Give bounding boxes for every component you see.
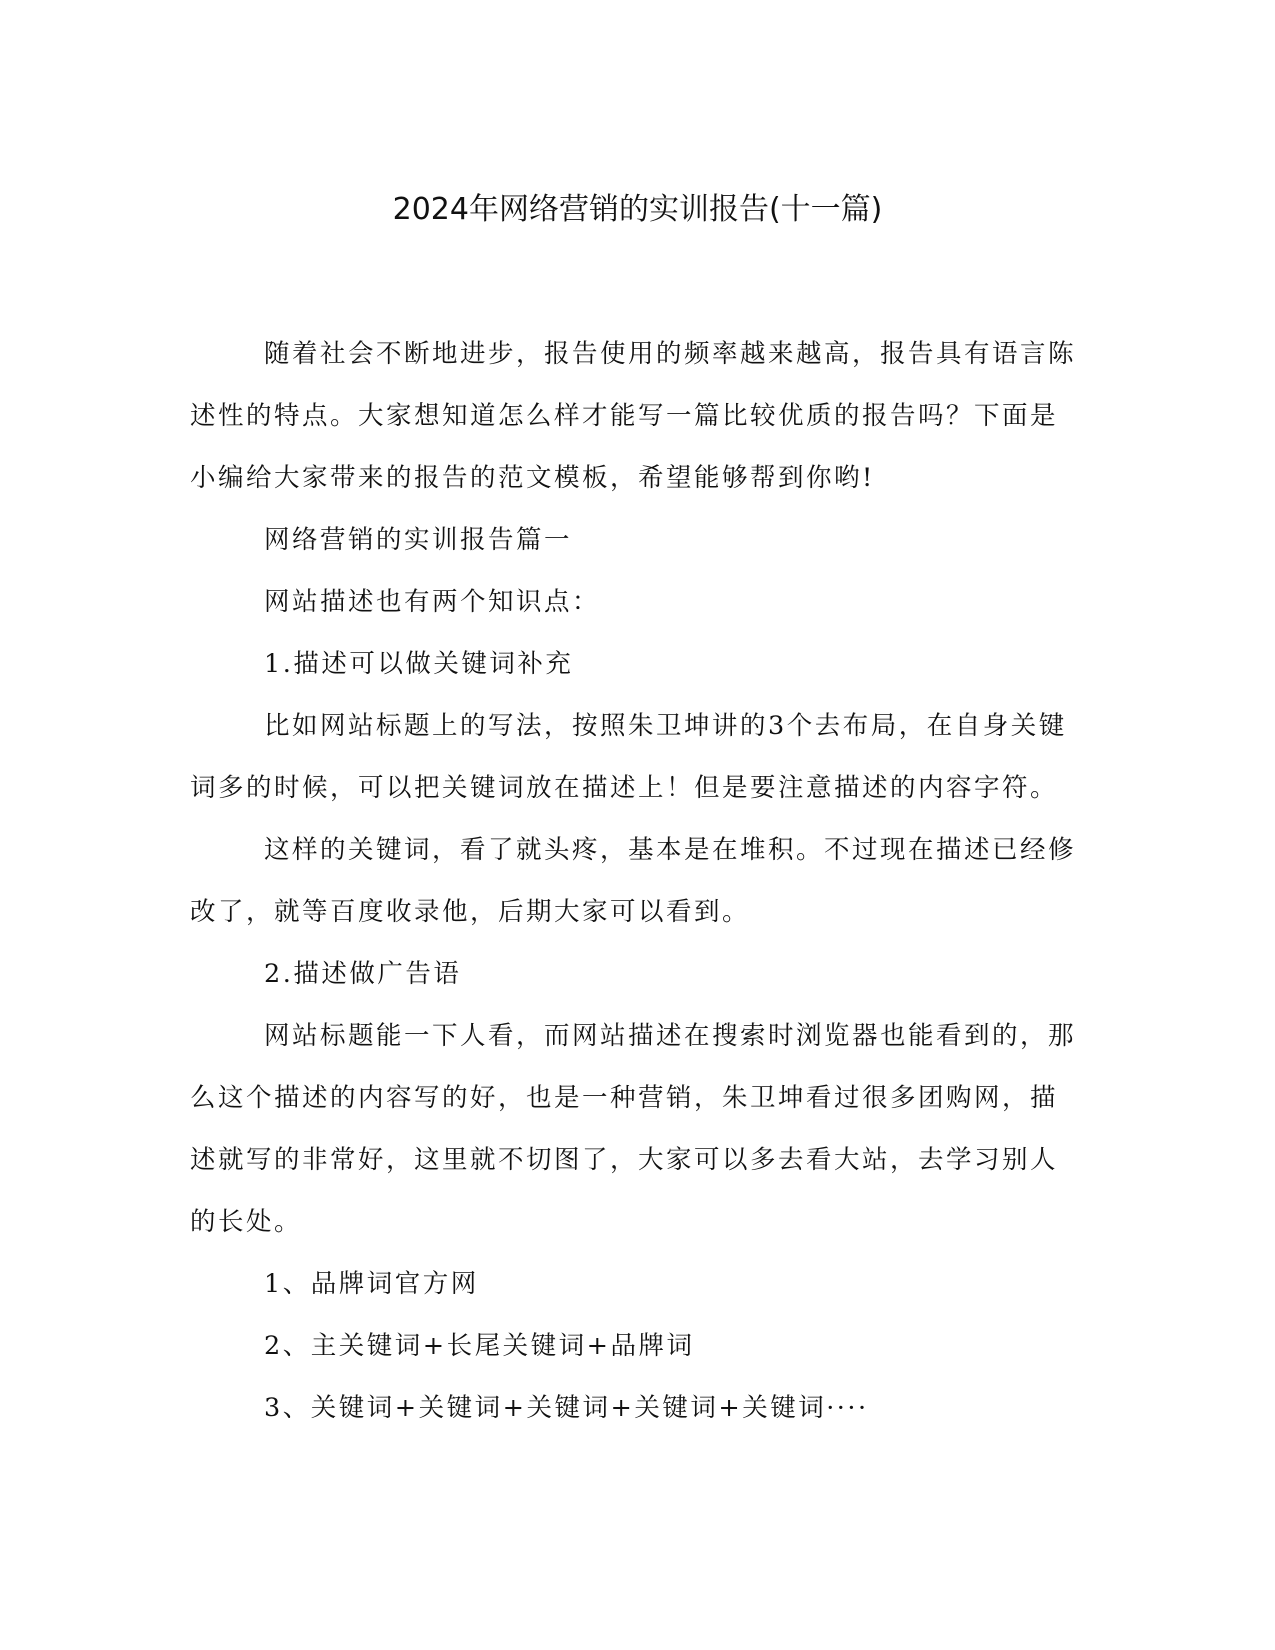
body-paragraph: 比如网站标题上的写法，按照朱卫坤讲的3个去布局，在自身关键词多的时候，可以把关键词放在描述上！但是要注意描述的内容字符。 xyxy=(190,711,1067,803)
list-item: 3、关键词+关键词+关键词+关键词+关键词···· xyxy=(264,1393,869,1423)
document-title: 2024年网络营销的实训报告(十一篇) xyxy=(392,192,883,227)
list-item: 1、品牌词官方网 xyxy=(264,1269,479,1299)
body-paragraph: 网站描述也有两个知识点： xyxy=(264,587,601,617)
section-heading: 网络营销的实训报告篇一 xyxy=(264,525,573,555)
document-body xyxy=(190,323,1080,1439)
body-paragraph: 网站标题能一下人看，而网站描述在搜索时浏览器也能看到的，那么这个描述的内容写的好，也是一种营销，朱卫坤看过很多团购网，描述就写的非常好，这里就不切图了，大家可以多去看大站，去学习别人的长处。 xyxy=(190,1021,1077,1237)
body-paragraph: 这样的关键词，看了就头疼，基本是在堆积。不过现在描述已经修改了，就等百度收录他，后期大家可以看到。 xyxy=(190,835,1077,927)
list-item: 2、主关键词+长尾关键词+品牌词 xyxy=(264,1331,695,1361)
intro-paragraph: 随着社会不断地进步，报告使用的频率越来越高，报告具有语言陈述性的特点。大家想知道怎么样才能写一篇比较优质的报告吗？下面是小编给大家带来的报告的范文模板，希望能够帮到你哟! xyxy=(190,339,1077,493)
numbered-point: 2.描述做广告语 xyxy=(264,959,462,989)
numbered-point: 1.描述可以做关键词补充 xyxy=(264,649,574,679)
